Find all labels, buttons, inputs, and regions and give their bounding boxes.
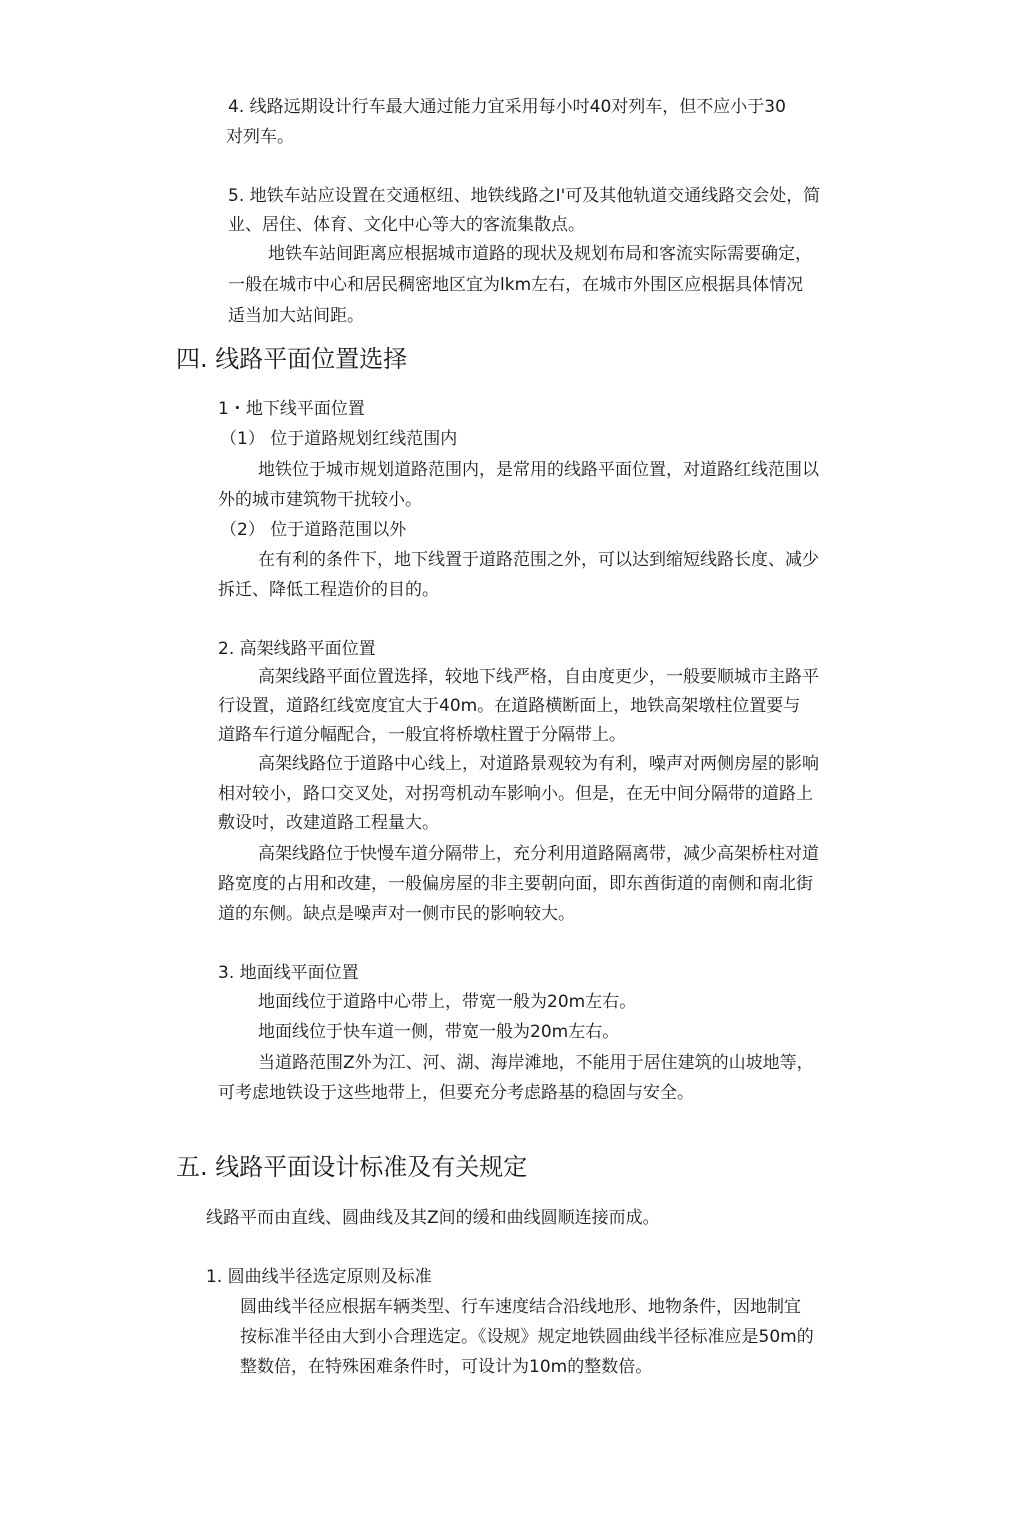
text-line: 道路车行道分幅配合，一般宜将桥墩柱置于分隔带上。 bbox=[218, 725, 626, 745]
text-line: 3. 地面线平面位置 bbox=[218, 963, 359, 983]
text-line: 圆曲线半径应根据车辆类型、行车速度结合沿线地形、地物条件，因地制宜 bbox=[240, 1297, 801, 1317]
text-line: 地铁位于城市规划道路范围内，是常用的线路平面位置，对道路红线范围以 bbox=[258, 460, 819, 480]
text-line: 相对较小，路口交叉处，对拐弯机动车影响小。但是，在无中间分隔带的道路上 bbox=[218, 784, 813, 804]
text-line: （2） 位于道路范围以外 bbox=[220, 520, 407, 540]
text-line: 业、居住、体育、文化中心等大的客流集散点。 bbox=[228, 215, 585, 235]
text-line: 线路平而由直线、圆曲线及其Z间的缓和曲线圆顺连接而成。 bbox=[206, 1208, 660, 1228]
text-line: 行设置，道路红线宽度宜大于40m。在道路横断面上，地铁高架墩柱位置要与 bbox=[218, 696, 801, 716]
text-line: 整数倍，在特殊困难条件时，可设计为10m的整数倍。 bbox=[240, 1357, 653, 1377]
text-line: 高架线路平面位置选择，较地下线严格，自由度更少，一般要顺城市主路平 bbox=[258, 667, 819, 687]
text-line: 5. 地铁车站应设置在交通枢纽、地铁线路之I'可及其他轨道交通线路交会处，简 bbox=[228, 186, 821, 206]
text-line: 当道路范围Z外为江、河、湖、海岸滩地，不能用于居住建筑的山坡地等， bbox=[258, 1053, 814, 1073]
text-line: 高架线路位于道路中心线上，对道路景观较为有利，噪声对两侧房屋的影响 bbox=[258, 754, 819, 774]
text-line: 在有利的条件下，地下线置于道路范围之外，可以达到缩短线路长度、减少 bbox=[258, 550, 819, 570]
text-line: 地面线位于道路中心带上，带宽一般为20m左右。 bbox=[258, 992, 637, 1012]
text-line: 拆迁、降低工程造价的目的。 bbox=[218, 580, 439, 600]
text-line: 适当加大站间距。 bbox=[228, 306, 364, 326]
text-line: 高架线路位于快慢车道分隔带上，充分利用道路隔离带，减少高架桥柱对道 bbox=[258, 844, 819, 864]
text-line: 一般在城市中心和居民稠密地区宜为lkm左右，在城市外围区应根据具体情况 bbox=[228, 275, 804, 295]
text-line: 按标准半径由大到小合理选定。《设规》规定地铁圆曲线半径标准应是50m的 bbox=[240, 1327, 814, 1347]
text-line: 敷设吋，改建道路工程量大。 bbox=[218, 813, 439, 833]
text-line: 4. 线路远期设计行车最大通过能力宜采用每小吋40对列车，但不应小于30 bbox=[228, 97, 786, 117]
section-heading: 五. 线路平面设计标准及有关规定 bbox=[176, 1153, 528, 1181]
section-heading: 四. 线路平面位置选择 bbox=[176, 345, 408, 373]
text-line: 路宽度的占用和改建，一般偏房屋的非主要朝向面，即东酋街道的南侧和南北街 bbox=[218, 874, 813, 894]
text-line: 1. 圆曲线半径选定原则及标准 bbox=[206, 1267, 432, 1287]
text-line: 外的城市建筑物干扰较小。 bbox=[218, 490, 422, 510]
text-line: （1） 位于道路规划红线范围内 bbox=[220, 429, 458, 449]
text-line: 地铁车站间距离应根据城市道路的现状及规划布局和客流实际需要确定， bbox=[268, 244, 812, 264]
text-line: 地面线位于快车道一侧，带宽一般为20m左右。 bbox=[258, 1022, 620, 1042]
text-line: 1・地下线平面位置 bbox=[218, 399, 365, 419]
text-line: 对列车。 bbox=[226, 127, 294, 147]
text-line: 道的东侧。缺点是噪声对一侧市民的影响较大。 bbox=[218, 904, 575, 924]
text-line: 可考虑地铁设于这些地带上，但要充分考虑路基的稳固与安全。 bbox=[218, 1083, 694, 1103]
text-line: 2. 高架线路平面位置 bbox=[218, 639, 376, 659]
